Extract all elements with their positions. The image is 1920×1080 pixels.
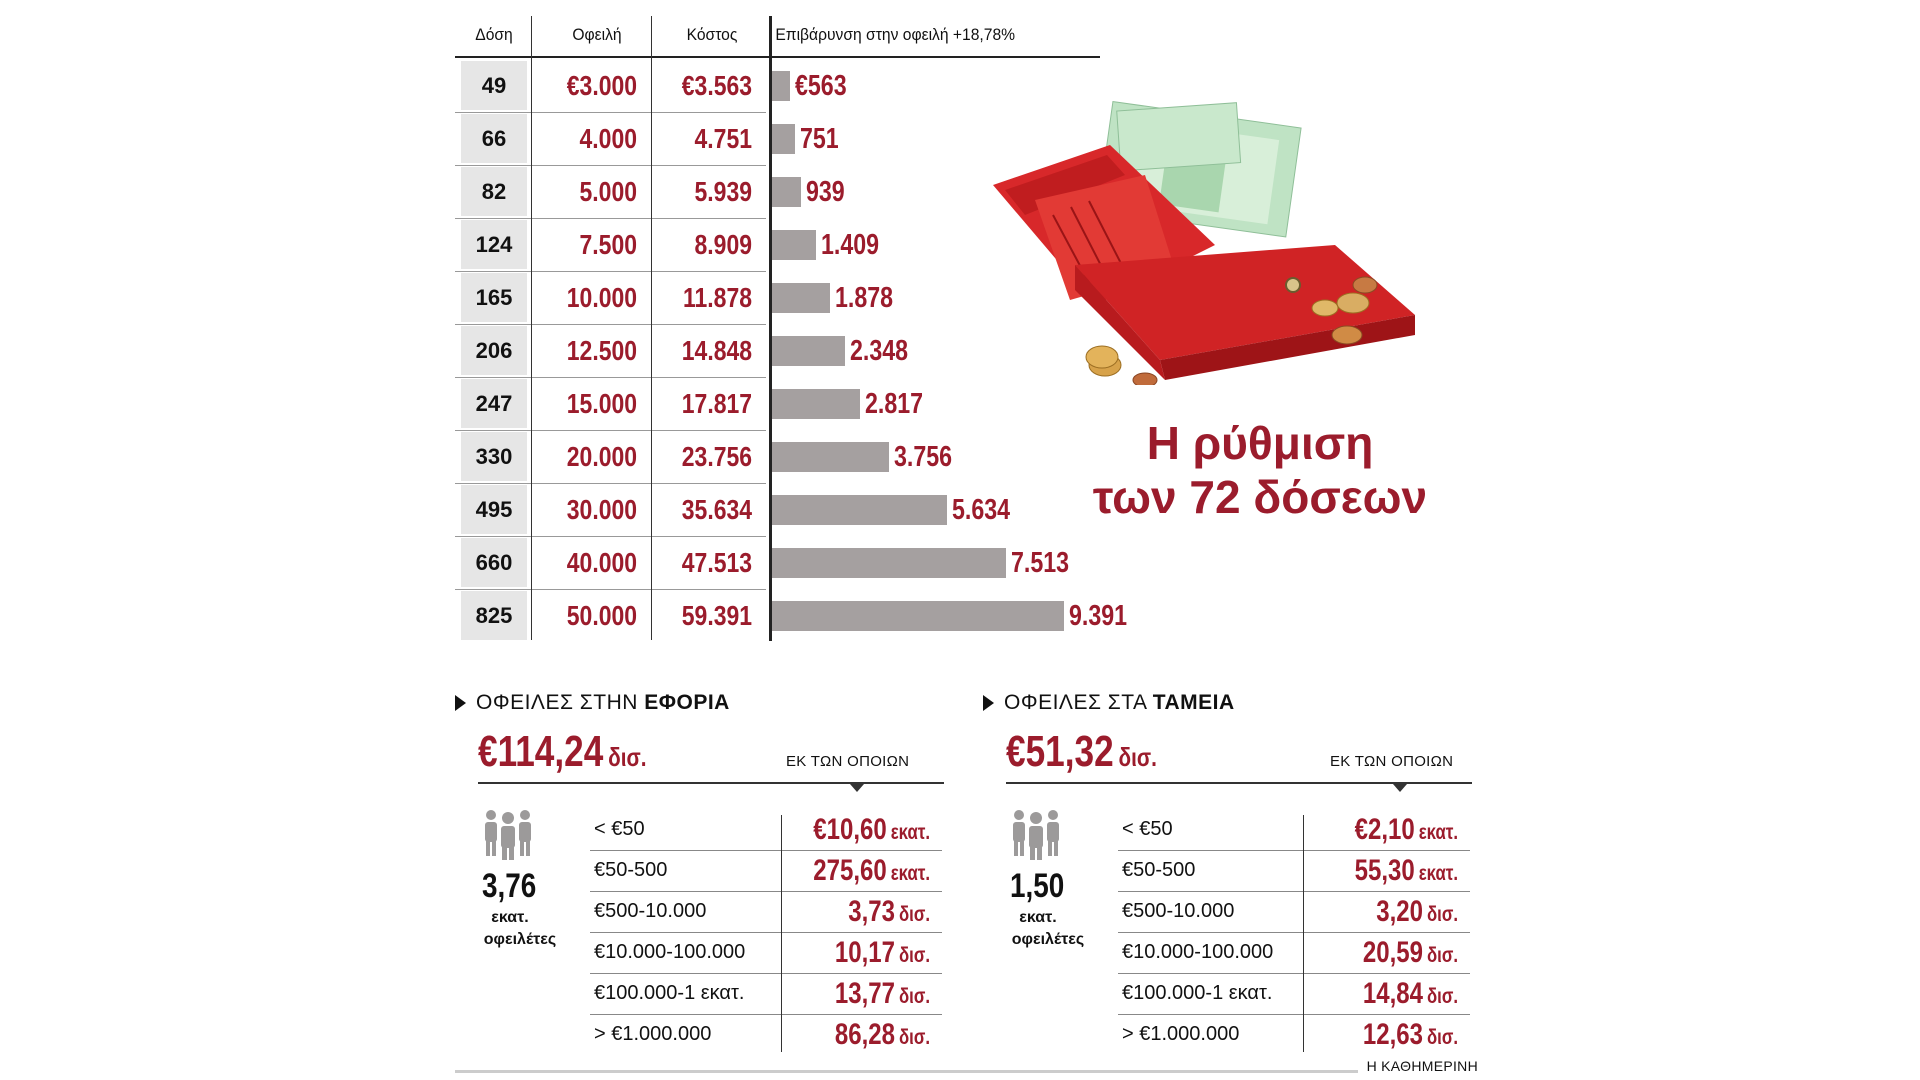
surcharge-label: 9.391 xyxy=(1069,600,1128,632)
pointer-down-icon xyxy=(1393,784,1407,792)
owed-value: 30.000 xyxy=(566,494,637,525)
people-group-icon xyxy=(480,808,536,860)
breakdown-range: €500-10.000 xyxy=(1122,900,1235,922)
breakdown-unit: δισ. xyxy=(898,944,930,967)
header-underline xyxy=(455,56,1100,58)
dose-value: 165 xyxy=(475,285,513,310)
total-amount-tax-office xyxy=(478,727,647,777)
breakdown-value: 86,28 xyxy=(834,1018,895,1051)
wallet-icon xyxy=(975,95,1445,385)
section-title-prefix: ΟΦΕΙΛΕΣ ΣΤΑ xyxy=(1004,691,1153,714)
cost-value: 35.634 xyxy=(681,494,752,525)
surcharge-label: 7.513 xyxy=(1010,547,1069,579)
surcharge-bar xyxy=(772,336,845,366)
surcharge-label: 3.756 xyxy=(893,441,952,473)
breakdown-amount xyxy=(1338,809,1458,850)
people-group-icon xyxy=(1008,808,1064,860)
total-unit: δισ. xyxy=(608,742,647,772)
breakdown-range: < €50 xyxy=(594,818,645,840)
breakdown-value: 3,20 xyxy=(1376,895,1423,928)
surcharge-label: 751 xyxy=(800,123,840,155)
chart-title-line-1: Η ρύθμιση xyxy=(1146,417,1374,469)
debtors-count: 3,76 xyxy=(482,867,537,905)
section-divider xyxy=(478,782,944,784)
surcharge-label: €563 xyxy=(794,70,847,102)
total-unit: δισ. xyxy=(1118,742,1157,772)
breakdown-amount xyxy=(1338,932,1458,973)
wallet-illustration xyxy=(975,95,1445,385)
total-value: €51,32 xyxy=(1006,727,1114,776)
breakdown-range: €10.000-100.000 xyxy=(594,941,746,963)
debtors-label: οφειλέτες xyxy=(483,931,557,948)
breakdown-range: > €1.000.000 xyxy=(1122,1023,1240,1045)
owed-value: €3.000 xyxy=(566,70,637,101)
triangle-bullet-icon xyxy=(983,695,994,711)
cost-value: 14.848 xyxy=(681,335,752,366)
breakdown-unit: εκατ. xyxy=(890,862,930,885)
breakdown-value: 13,77 xyxy=(834,977,895,1010)
breakdown-caption: ΕΚ ΤΩΝ ΟΠΟΙΩΝ xyxy=(786,753,910,770)
surcharge-label: 5.634 xyxy=(952,494,1011,526)
dose-value: 495 xyxy=(475,497,513,522)
breakdown-unit: δισ. xyxy=(898,903,930,926)
breakdown-value: 10,17 xyxy=(834,936,895,969)
breakdown-amount xyxy=(1338,891,1458,932)
section-title-tax-office xyxy=(455,688,730,718)
surcharge-bar xyxy=(772,442,889,472)
column-divider xyxy=(651,16,652,640)
cost-value: 8.909 xyxy=(694,229,752,260)
debtors-unit: εκατ. xyxy=(1019,909,1057,926)
footer-rule xyxy=(455,1070,1477,1073)
breakdown-unit: δισ. xyxy=(898,985,930,1008)
surcharge-bar xyxy=(772,548,1006,578)
breakdown-range: €50-500 xyxy=(594,859,668,881)
breakdown-range: €50-500 xyxy=(1122,859,1196,881)
surcharge-label: 2.348 xyxy=(850,335,909,367)
column-divider xyxy=(531,16,532,640)
breakdown-caption: ΕΚ ΤΩΝ ΟΠΟΙΩΝ xyxy=(1330,753,1454,770)
surcharge-bar xyxy=(772,124,795,154)
breakdown-value: €10,60 xyxy=(813,813,887,846)
breakdown-amount xyxy=(810,850,930,891)
surcharge-bar xyxy=(772,230,816,260)
surcharge-label: 2.817 xyxy=(864,388,923,420)
breakdown-divider xyxy=(781,815,782,1052)
breakdown-amount xyxy=(810,973,930,1014)
cost-value: 5.939 xyxy=(694,176,752,207)
owed-value: 4.000 xyxy=(579,123,637,154)
surcharge-label: 1.878 xyxy=(835,282,894,314)
breakdown-amount xyxy=(810,891,930,932)
cost-value: 11.878 xyxy=(683,282,752,313)
header-dose: Δόση xyxy=(475,25,513,44)
cost-value: 17.817 xyxy=(681,388,752,419)
owed-value: 7.500 xyxy=(579,229,637,260)
breakdown-unit: εκατ. xyxy=(1418,821,1458,844)
breakdown-value: 55,30 xyxy=(1354,854,1415,887)
section-title-funds xyxy=(983,688,1235,718)
debtors-unit: εκατ. xyxy=(491,909,529,926)
breakdown-value: €2,10 xyxy=(1354,813,1415,846)
dose-value: 247 xyxy=(475,391,513,416)
chart-title-line-2: των 72 δόσεων xyxy=(1092,471,1428,523)
owed-value: 10.000 xyxy=(566,282,637,313)
surcharge-bar xyxy=(772,389,860,419)
surcharge-label: 939 xyxy=(806,176,845,208)
header-owed: Οφειλή xyxy=(572,25,622,44)
owed-value: 12.500 xyxy=(566,335,637,366)
owed-value: 5.000 xyxy=(579,176,637,207)
dose-value: 82 xyxy=(481,179,507,204)
total-amount-funds xyxy=(1006,727,1157,777)
section-title-prefix: ΟΦΕΙΛΕΣ ΣΤΗΝ xyxy=(476,691,645,714)
breakdown-amount xyxy=(810,932,930,973)
breakdown-value: 3,73 xyxy=(848,895,895,928)
surcharge-label: 1.409 xyxy=(820,229,879,261)
cost-value: 59.391 xyxy=(681,600,752,631)
breakdown-unit: εκατ. xyxy=(890,821,930,844)
publisher-credit: Η ΚΑΘΗΜΕΡΙΝΗ xyxy=(1358,1058,1478,1074)
breakdown-unit: δισ. xyxy=(1426,944,1458,967)
breakdown-value: 275,60 xyxy=(813,854,887,887)
breakdown-range: > €1.000.000 xyxy=(594,1023,712,1045)
breakdown-unit: δισ. xyxy=(1426,985,1458,1008)
bar-axis xyxy=(769,16,772,641)
breakdown-unit: δισ. xyxy=(1426,903,1458,926)
breakdown-amount xyxy=(810,1014,930,1055)
breakdown-unit: δισ. xyxy=(898,1026,930,1049)
section-title-bold: ΤΑΜΕΙΑ xyxy=(1152,691,1235,714)
surcharge-bar xyxy=(772,601,1064,631)
owed-value: 20.000 xyxy=(566,441,637,472)
dose-value: 49 xyxy=(481,73,507,98)
header-cost: Κόστος xyxy=(686,25,738,44)
surcharge-bar xyxy=(772,283,830,313)
owed-value: 40.000 xyxy=(566,547,637,578)
dose-value: 206 xyxy=(475,338,513,363)
cost-value: 47.513 xyxy=(681,547,752,578)
cost-value: 4.751 xyxy=(694,123,752,154)
breakdown-range: €500-10.000 xyxy=(594,900,707,922)
owed-value: 50.000 xyxy=(566,600,637,631)
section-title-bold: ΕΦΟΡΙΑ xyxy=(644,691,730,714)
triangle-bullet-icon xyxy=(455,695,466,711)
breakdown-amount xyxy=(1338,973,1458,1014)
cost-value: €3.563 xyxy=(681,70,752,101)
dose-value: 660 xyxy=(475,550,513,575)
surcharge-bar xyxy=(772,177,801,207)
dose-value: 825 xyxy=(475,603,513,628)
surcharge-bar xyxy=(772,495,947,525)
breakdown-unit: δισ. xyxy=(1426,1026,1458,1049)
debtors-label: οφειλέτες xyxy=(1011,931,1085,948)
owed-value: 15.000 xyxy=(566,388,637,419)
breakdown-amount xyxy=(810,809,930,850)
dose-value: 330 xyxy=(475,444,513,469)
dose-value: 124 xyxy=(475,232,513,257)
dose-value: 66 xyxy=(481,126,507,151)
total-value: €114,24 xyxy=(478,727,604,776)
breakdown-value: 12,63 xyxy=(1362,1018,1423,1051)
breakdown-range: €100.000-1 εκατ. xyxy=(594,982,745,1004)
breakdown-amount xyxy=(1338,1014,1458,1055)
surcharge-bar xyxy=(772,71,790,101)
pointer-down-icon xyxy=(850,784,864,792)
header-surcharge: Επιβάρυνση στην οφειλή +18,78% xyxy=(775,25,1016,44)
breakdown-range: €100.000-1 εκατ. xyxy=(1122,982,1273,1004)
breakdown-range: < €50 xyxy=(1122,818,1173,840)
breakdown-unit: εκατ. xyxy=(1418,862,1458,885)
breakdown-value: 14,84 xyxy=(1362,977,1423,1010)
breakdown-divider xyxy=(1303,815,1304,1052)
debtors-count: 1,50 xyxy=(1010,867,1065,905)
breakdown-range: €10.000-100.000 xyxy=(1122,941,1274,963)
cost-value: 23.756 xyxy=(681,441,752,472)
breakdown-value: 20,59 xyxy=(1362,936,1423,969)
breakdown-amount xyxy=(1338,850,1458,891)
